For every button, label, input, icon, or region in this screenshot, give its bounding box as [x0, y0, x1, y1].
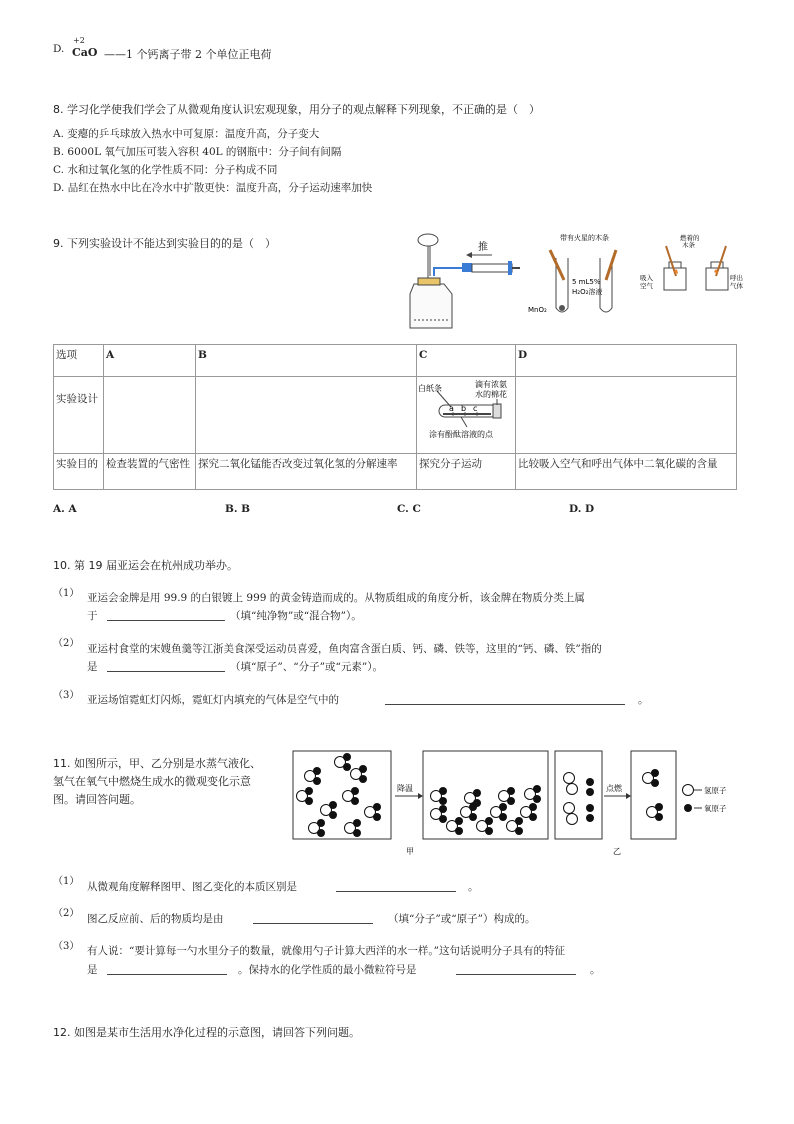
- point-c-label: c: [473, 404, 478, 413]
- q10-sub3-answer-blank[interactable]: [385, 692, 625, 705]
- q9-answer-a: A. A: [53, 503, 77, 515]
- q11-sub1-end: 。: [468, 881, 479, 893]
- table-header-option: 选项: [54, 345, 104, 377]
- q11-sub3-answer-blank-1[interactable]: [107, 962, 227, 975]
- airtight-flask-icon: [410, 234, 520, 328]
- q10-stem: 10. 第 19 届亚运会在杭州成功举办。: [53, 559, 238, 572]
- table-row-purpose-label: 实验目的: [54, 454, 104, 490]
- ignite-label: 点燃: [606, 784, 622, 793]
- q10-sub3-num: （3）: [53, 690, 80, 701]
- cotton-label: 滴有浓氨: [475, 380, 507, 389]
- q7-option-d-label: D.: [53, 43, 65, 55]
- mno2-label: MnO₂: [528, 306, 547, 314]
- h2o2-label-2: H₂O₂溶液: [572, 288, 603, 296]
- q11-sub3-text: 有人说：“要计算每一勺水里分子的数量，就像用勺子计算大西洋的水一样。”这句话说明分子具有的特征: [87, 945, 565, 957]
- q7-option-d-text: ——1 个钙离子带 2 个单位正电荷: [104, 48, 272, 61]
- molecular-motion-tube-figure: [417, 377, 515, 447]
- q10-sub2-text-2: 是: [87, 661, 98, 673]
- q9-answer-b: B. B: [225, 503, 251, 515]
- table-header-d: D: [516, 345, 737, 377]
- legend-hydrogen: 氢原子: [704, 786, 727, 795]
- purpose-b: 探究二氧化锰能否改变过氧化氢的分解速率: [196, 454, 417, 490]
- phenolphthalein-label: 涂有酚酞溶液的点: [429, 430, 493, 439]
- cooling-label: 降温: [397, 784, 413, 793]
- caption-yi: 乙: [613, 847, 621, 856]
- q11-sub3-num: （3）: [53, 941, 80, 952]
- q8-option-b: B. 6000L 氧气加压可装入容积 40L 的钢瓶中：分子间有间隔: [53, 146, 342, 158]
- table-header-a: A: [104, 345, 196, 377]
- q11-sub1-text: 从微观角度解释图甲、图乙变化的本质区别是: [87, 881, 297, 893]
- q11-sub2-num: （2）: [53, 908, 80, 919]
- q12-stem: 12. 如图是某市生活用水净化过程的示意图，请回答下列问题。: [53, 1026, 360, 1039]
- q9-answer-d: D. D: [569, 503, 595, 515]
- wood-label: 带有火星的木条: [560, 234, 609, 242]
- q10-sub3-text: 亚运场馆霓虹灯闪烁，霓虹灯内填充的气体是空气中的: [87, 694, 339, 706]
- q10-sub1-text: 亚运会金牌是用 99.9 的白银镀上 999 的黄金铸造而成的。从物质组成的角度分析，该金牌在物质分类上属: [87, 592, 585, 604]
- q8-stem: 8. 学习化学使我们学会了从微观角度认识宏观现象，用分子的观点解释下列现象，不正确的是（ ）: [53, 103, 540, 116]
- purpose-a: 检查装置的气密性: [104, 454, 196, 490]
- hydrogen-atom-icon: [683, 785, 694, 796]
- yi-product-box: [631, 751, 676, 839]
- q11-stem-line-3: 图。请回答问题。: [53, 793, 141, 806]
- q11-sub3-end: 。: [590, 964, 601, 976]
- table-cell-c-design: [417, 377, 516, 454]
- purpose-c: 探究分子运动: [417, 454, 516, 490]
- q11-sub2-hint: （填“分子”或“原子”）构成的。: [388, 913, 536, 925]
- q7-charge: +2: [73, 36, 85, 45]
- table-header-c: C: [417, 345, 516, 377]
- q11-sub3-text-3: 。保持水的化学性质的最小微粒符号是: [238, 964, 417, 976]
- push-label: 推: [478, 242, 488, 253]
- exhale-label-2: 气体: [730, 282, 743, 290]
- gas-bottles-icon: [664, 246, 728, 290]
- q9-apparatus-figure: [408, 228, 743, 340]
- purpose-d: 比较吸入空气和呼出气体中二氧化碳的含量: [516, 454, 737, 490]
- inhale-label: 吸入: [640, 274, 653, 282]
- q10-sub1-text-2: 于: [87, 610, 98, 622]
- point-a-label: a: [449, 404, 454, 413]
- q11-sub3-text-2: 是: [87, 964, 98, 976]
- q10-sub2-hint: （填“原子”、“分子”或“元素”）。: [230, 661, 383, 673]
- q11-sub1-answer-blank[interactable]: [336, 879, 456, 892]
- q8-option-c: C. 水和过氧化氢的化学性质不同：分子构成不同: [53, 164, 278, 176]
- yi-reactant-box: [555, 751, 602, 839]
- point-b-label: b: [461, 404, 467, 413]
- q9-stem: 9. 下列实验设计不能达到实验目的的是（ ）: [53, 237, 276, 250]
- q11-sub3-answer-blank-2[interactable]: [456, 962, 576, 975]
- q10-sub1-num: （1）: [53, 588, 80, 599]
- oxygen-atom-icon: [684, 804, 692, 812]
- table-row-design-label: 实验设计: [54, 377, 104, 454]
- q8-option-a: A. 变瘪的乒乓球放入热水中可复原：温度升高，分子变大: [53, 128, 320, 140]
- table-header-b: B: [196, 345, 417, 377]
- q11-stem-line-1: 11. 如图所示，甲、乙分别是水蒸气液化、: [53, 757, 261, 770]
- q10-sub1-hint: （填“纯净物”或“混合物”）。: [230, 610, 362, 622]
- burning-label-2: 木条: [682, 241, 695, 249]
- legend-oxygen: 氧原子: [704, 804, 727, 813]
- cotton-label-2: 水的棉花: [475, 390, 507, 399]
- q8-option-d: D. 品红在热水中比在冷水中扩散更快：温度升高，分子运动速率加快: [53, 182, 373, 194]
- caption-jia: 甲: [406, 847, 414, 856]
- q9-answer-c: C. C: [397, 503, 421, 515]
- q11-stem-line-2: 氢气在氧气中燃烧生成水的微观变化示意: [53, 775, 251, 788]
- h2o2-label: 5 mL5%: [572, 278, 601, 286]
- q11-particle-diagram: [290, 748, 750, 858]
- q10-sub2-text: 亚运村食堂的宋嫂鱼羹等江浙美食深受运动员喜爱，鱼肉富含蛋白质、钙、磷、铁等，这里的“钙、磷、铁”指的: [87, 643, 602, 655]
- burning-label: 燃着的: [680, 234, 700, 242]
- inhale-label-2: 空气: [640, 282, 653, 290]
- q10-sub3-end: 。: [638, 694, 649, 706]
- q11-sub1-num: （1）: [53, 876, 80, 887]
- q11-sub2-text: 图乙反应前、后的物质均是由: [87, 913, 224, 925]
- q7-formula: CaO: [72, 46, 98, 59]
- q9-table: [53, 344, 737, 490]
- q11-sub2-answer-blank[interactable]: [253, 911, 373, 924]
- q11-stem: [53, 755, 261, 809]
- q10-sub2-num: （2）: [53, 638, 80, 649]
- q10-sub1-answer-blank[interactable]: [107, 608, 225, 621]
- q10-sub2-answer-blank[interactable]: [107, 659, 225, 672]
- paper-strip-label: 白纸条: [418, 384, 442, 393]
- exhale-label: 呼出: [730, 274, 743, 282]
